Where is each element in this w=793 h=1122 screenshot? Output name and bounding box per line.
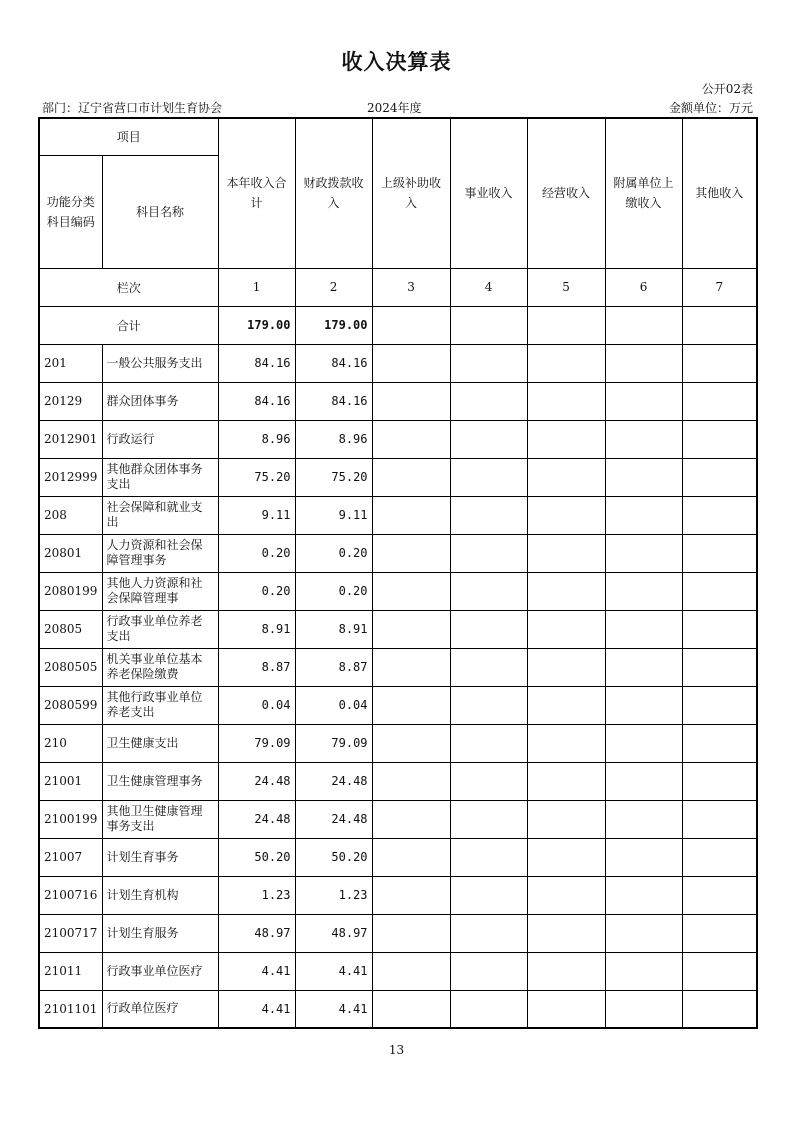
empty-cell	[605, 990, 682, 1028]
row-total-value: 0.20	[218, 534, 295, 572]
row-total-value: 75.20	[218, 458, 295, 496]
empty-cell	[682, 914, 757, 952]
row-code: 2100717	[39, 914, 102, 952]
empty-cell	[372, 496, 450, 534]
empty-cell	[527, 914, 605, 952]
empty-cell	[605, 876, 682, 914]
empty-cell	[450, 838, 527, 876]
empty-cell	[372, 914, 450, 952]
row-code: 2101101	[39, 990, 102, 1028]
empty-cell	[605, 458, 682, 496]
empty-cell	[527, 458, 605, 496]
empty-cell	[527, 838, 605, 876]
table-row	[39, 800, 757, 838]
empty-cell	[372, 724, 450, 762]
row-code: 2100199	[39, 800, 102, 838]
empty-cell	[605, 800, 682, 838]
row-fiscal-value: 50.20	[295, 838, 372, 876]
table-row	[39, 572, 757, 610]
header-item: 项目	[39, 118, 218, 155]
empty-cell	[527, 420, 605, 458]
row-subject-name: 卫生健康支出	[102, 724, 218, 762]
row-fiscal-value: 84.16	[295, 382, 372, 420]
empty-cell	[682, 458, 757, 496]
row-subject-name: 行政事业单位养老支出	[102, 610, 218, 648]
empty-cell	[605, 534, 682, 572]
empty-cell	[682, 496, 757, 534]
empty-cell	[527, 534, 605, 572]
empty-cell	[372, 534, 450, 572]
page-number: 13	[388, 1043, 405, 1057]
empty-cell	[372, 838, 450, 876]
empty-cell	[605, 762, 682, 800]
row-subject-name: 行政运行	[102, 420, 218, 458]
row-fiscal-value: 4.41	[295, 952, 372, 990]
empty-cell	[605, 344, 682, 382]
empty-cell	[450, 610, 527, 648]
row-total-value: 79.09	[218, 724, 295, 762]
row-fiscal-value: 79.09	[295, 724, 372, 762]
row-code: 208	[39, 496, 102, 534]
col-number: 1	[218, 268, 295, 306]
row-total-value: 1.23	[218, 876, 295, 914]
empty-cell	[682, 534, 757, 572]
empty-cell	[527, 724, 605, 762]
table-row	[39, 990, 757, 1028]
table-row	[39, 382, 757, 420]
empty-cell	[527, 572, 605, 610]
empty-cell	[682, 344, 757, 382]
col-number: 5	[527, 268, 605, 306]
empty-cell	[682, 990, 757, 1028]
empty-cell	[450, 420, 527, 458]
empty-cell	[372, 800, 450, 838]
row-total-value: 48.97	[218, 914, 295, 952]
empty-cell	[605, 724, 682, 762]
empty-cell	[450, 648, 527, 686]
row-subject-name: 卫生健康管理事务	[102, 762, 218, 800]
empty-cell	[450, 800, 527, 838]
table-row	[39, 610, 757, 648]
empty-cell	[605, 382, 682, 420]
empty-cell	[450, 572, 527, 610]
row-fiscal-value: 4.41	[295, 990, 372, 1028]
empty-cell	[450, 306, 527, 344]
empty-cell	[450, 458, 527, 496]
table-row	[39, 762, 757, 800]
table-row	[39, 648, 757, 686]
empty-cell	[372, 610, 450, 648]
empty-cell	[605, 610, 682, 648]
total-fiscal-value: 179.00	[295, 306, 372, 344]
empty-cell	[527, 344, 605, 382]
row-subject-name: 其他卫生健康管理事务支出	[102, 800, 218, 838]
row-code: 20801	[39, 534, 102, 572]
row-total-value: 24.48	[218, 800, 295, 838]
row-code: 21011	[39, 952, 102, 990]
row-subject-name: 其他人力资源和社会保障管理事	[102, 572, 218, 610]
total-label: 合计	[39, 306, 218, 344]
empty-cell	[605, 952, 682, 990]
empty-cell	[682, 420, 757, 458]
empty-cell	[527, 686, 605, 724]
empty-cell	[372, 952, 450, 990]
row-fiscal-value: 0.20	[295, 534, 372, 572]
row-fiscal-value: 9.11	[295, 496, 372, 534]
table-row	[39, 914, 757, 952]
empty-cell	[450, 762, 527, 800]
empty-cell	[682, 572, 757, 610]
empty-cell	[372, 762, 450, 800]
table-row	[39, 876, 757, 914]
row-subject-name: 社会保障和就业支出	[102, 496, 218, 534]
empty-cell	[682, 952, 757, 990]
empty-cell	[450, 344, 527, 382]
row-total-value: 9.11	[218, 496, 295, 534]
empty-cell	[605, 496, 682, 534]
row-fiscal-value: 48.97	[295, 914, 372, 952]
empty-cell	[372, 344, 450, 382]
row-fiscal-value: 84.16	[295, 344, 372, 382]
col-number: 7	[682, 268, 757, 306]
header-col-7: 其他收入	[682, 118, 757, 268]
empty-cell	[682, 306, 757, 344]
row-fiscal-value: 75.20	[295, 458, 372, 496]
col-number: 6	[605, 268, 682, 306]
header-col-4: 事业收入	[450, 118, 527, 268]
row-code: 20805	[39, 610, 102, 648]
row-subject-name: 人力资源和社会保障管理事务	[102, 534, 218, 572]
col-number: 4	[450, 268, 527, 306]
empty-cell	[372, 990, 450, 1028]
col-number: 3	[372, 268, 450, 306]
row-total-value: 8.91	[218, 610, 295, 648]
form-code: 公开02表	[701, 82, 753, 96]
empty-cell	[527, 800, 605, 838]
page-title: 收入决算表	[341, 50, 452, 74]
empty-cell	[682, 762, 757, 800]
empty-cell	[682, 724, 757, 762]
empty-cell	[527, 496, 605, 534]
empty-cell	[527, 762, 605, 800]
unit-label: 金额单位：万元	[668, 101, 753, 115]
empty-cell	[682, 610, 757, 648]
row-subject-name: 计划生育机构	[102, 876, 218, 914]
empty-cell	[682, 876, 757, 914]
row-total-value: 8.87	[218, 648, 295, 686]
header-col-6: 附属单位上缴收入	[605, 118, 682, 268]
empty-cell	[605, 838, 682, 876]
table-row	[39, 420, 757, 458]
row-fiscal-value: 0.20	[295, 572, 372, 610]
row-code: 2080505	[39, 648, 102, 686]
empty-cell	[450, 534, 527, 572]
empty-cell	[450, 686, 527, 724]
table-row	[39, 534, 757, 572]
row-code: 20129	[39, 382, 102, 420]
row-fiscal-value: 24.48	[295, 762, 372, 800]
row-subject-name: 机关事业单位基本养老保险缴费	[102, 648, 218, 686]
empty-cell	[682, 686, 757, 724]
row-code: 210	[39, 724, 102, 762]
empty-cell	[527, 990, 605, 1028]
row-subject-name: 计划生育服务	[102, 914, 218, 952]
empty-cell	[605, 572, 682, 610]
row-subject-name: 其他行政事业单位养老支出	[102, 686, 218, 724]
row-subject-name: 群众团体事务	[102, 382, 218, 420]
empty-cell	[527, 610, 605, 648]
empty-cell	[605, 648, 682, 686]
empty-cell	[450, 496, 527, 534]
table-row	[39, 686, 757, 724]
header-col-3: 上级补助收入	[372, 118, 450, 268]
row-total-value: 0.20	[218, 572, 295, 610]
row-code: 2080199	[39, 572, 102, 610]
empty-cell	[450, 724, 527, 762]
header-col-1: 本年收入合计	[218, 118, 295, 268]
empty-cell	[372, 458, 450, 496]
empty-cell	[527, 648, 605, 686]
lanci-label: 栏次	[39, 268, 218, 306]
table-row	[39, 344, 757, 382]
empty-cell	[605, 914, 682, 952]
row-fiscal-value: 24.48	[295, 800, 372, 838]
row-code: 2012999	[39, 458, 102, 496]
empty-cell	[372, 420, 450, 458]
row-total-value: 84.16	[218, 382, 295, 420]
table-row	[39, 496, 757, 534]
empty-cell	[682, 800, 757, 838]
row-total-value: 84.16	[218, 344, 295, 382]
empty-cell	[605, 306, 682, 344]
table-row	[39, 458, 757, 496]
empty-cell	[450, 876, 527, 914]
empty-cell	[372, 572, 450, 610]
empty-cell	[372, 876, 450, 914]
header-col-5: 经营收入	[527, 118, 605, 268]
row-total-value: 4.41	[218, 990, 295, 1028]
row-subject-name: 计划生育事务	[102, 838, 218, 876]
row-code: 2012901	[39, 420, 102, 458]
row-subject-name: 行政单位医疗	[102, 990, 218, 1028]
row-code: 201	[39, 344, 102, 382]
total-income-value: 179.00	[218, 306, 295, 344]
empty-cell	[682, 382, 757, 420]
income-table	[38, 117, 758, 1029]
row-code: 2100716	[39, 876, 102, 914]
empty-cell	[682, 838, 757, 876]
empty-cell	[372, 648, 450, 686]
year-label: 2024年度	[367, 101, 422, 115]
empty-cell	[605, 686, 682, 724]
row-subject-name: 行政事业单位医疗	[102, 952, 218, 990]
row-total-value: 8.96	[218, 420, 295, 458]
row-total-value: 24.48	[218, 762, 295, 800]
header-col-2: 财政拨款收入	[295, 118, 372, 268]
row-total-value: 50.20	[218, 838, 295, 876]
table-row	[39, 838, 757, 876]
row-total-value: 4.41	[218, 952, 295, 990]
table-row	[39, 724, 757, 762]
empty-cell	[450, 952, 527, 990]
col-number: 2	[295, 268, 372, 306]
empty-cell	[450, 914, 527, 952]
empty-cell	[682, 648, 757, 686]
row-code: 2080599	[39, 686, 102, 724]
row-code: 21007	[39, 838, 102, 876]
header-subject-name: 科目名称	[102, 155, 218, 268]
row-fiscal-value: 8.96	[295, 420, 372, 458]
row-subject-name: 其他群众团体事务支出	[102, 458, 218, 496]
empty-cell	[372, 306, 450, 344]
row-fiscal-value: 8.87	[295, 648, 372, 686]
empty-cell	[527, 876, 605, 914]
empty-cell	[450, 990, 527, 1028]
row-code: 21001	[39, 762, 102, 800]
empty-cell	[527, 952, 605, 990]
empty-cell	[450, 382, 527, 420]
department-label: 部门：辽宁省营口市计划生育协会	[42, 101, 223, 115]
row-fiscal-value: 8.91	[295, 610, 372, 648]
empty-cell	[372, 686, 450, 724]
empty-cell	[372, 382, 450, 420]
empty-cell	[605, 420, 682, 458]
row-total-value: 0.04	[218, 686, 295, 724]
header-func-code: 功能分类科目编码	[39, 155, 102, 268]
row-fiscal-value: 0.04	[295, 686, 372, 724]
row-fiscal-value: 1.23	[295, 876, 372, 914]
empty-cell	[527, 306, 605, 344]
empty-cell	[527, 382, 605, 420]
table-row	[39, 952, 757, 990]
row-subject-name: 一般公共服务支出	[102, 344, 218, 382]
